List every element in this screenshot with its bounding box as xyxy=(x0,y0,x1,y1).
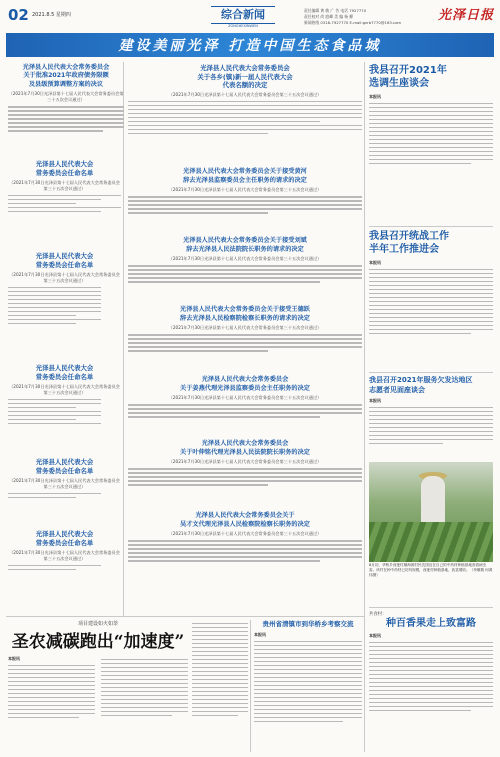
list-subtitle: （2021年7月30日光泽县第十七届人民代表大会常务委员会第三十五次会议通过） xyxy=(9,272,120,283)
article-title: 光泽县人民代表大会常务委员会 关于叶伸铭代理光泽县人民法院院长职务的决定 xyxy=(180,440,310,456)
bottom-center-body xyxy=(192,620,248,719)
article-subtitle: （2021年7月30日光泽县第十七届人民代表大会常务委员会第三十五次会议通过） xyxy=(168,459,322,465)
article-title: 我县召开统战工作 半年工作推进会 xyxy=(369,231,449,255)
list-body xyxy=(8,287,121,324)
right-article-2 xyxy=(369,230,493,337)
article-byline: 本报讯 xyxy=(254,632,266,637)
list-subtitle: （2021年7月30日光泽县第十七届人民代表大会常务委员会第三十五次会议通过） xyxy=(9,384,120,395)
budget-resolution-article xyxy=(8,64,124,134)
article-subtitle: （2021年7月30日光泽县第十七届人民代表大会常务委员会第三十五次会议通过） xyxy=(168,395,322,401)
list-title: 光泽县人民代表大会 常务委员会任命名单 xyxy=(35,364,94,381)
list-subtitle: （2021年7月30日光泽县第十七届人民代表大会常务委员会第三十五次会议通过） xyxy=(9,180,120,191)
township-delegates-article xyxy=(128,64,362,137)
decision-article-1 xyxy=(128,168,362,216)
article-byline: 本报讯 xyxy=(8,656,20,661)
article-byline: 本报讯 xyxy=(369,633,381,638)
article-byline: 本报讯 xyxy=(369,398,381,403)
article-body xyxy=(128,265,362,282)
list-subtitle: （2021年7月30日光泽县第十七届人民代表大会常务委员会第三十五次会议通过） xyxy=(9,478,120,489)
list-body xyxy=(8,399,121,424)
appointment-list-2 xyxy=(8,252,121,327)
photo-caption xyxy=(369,563,493,578)
article-title: 光泽县人民代表大会常务委员会关于接受黄河 辞去光泽县监察委员会主任职务的请求的决定 xyxy=(183,168,307,184)
article-subtitle: （2021年7月30日光泽县第十七届人民代表大会常务委员会第三十五次会议通过） xyxy=(168,91,322,97)
decision-article-2 xyxy=(128,237,362,285)
slogan-text: 建设美丽光泽 打造中国生态食品城 xyxy=(118,38,382,54)
appointment-list-4 xyxy=(8,458,121,501)
article-body xyxy=(128,196,362,213)
article-body xyxy=(128,334,362,351)
article-kicker: 项目建设如火如荼 xyxy=(77,621,118,627)
issue-date: 2021.8.5 星期四 xyxy=(32,12,71,18)
qingzhen-visit-article xyxy=(254,620,362,725)
masthead xyxy=(6,4,494,30)
article-subtitle: （2021年7月30日光泽县第十七届人民代表大会常务委员会第三十五次会议通过） xyxy=(168,256,322,262)
article-headline: 圣农减碳跑出“加速度” xyxy=(11,632,185,652)
article-title: 光泽县人民代表大会常务委员会 关于姜燕代理光泽县监察委员会主任职务的决定 xyxy=(180,376,310,392)
article-label: 共食村： xyxy=(369,612,387,617)
article-subtitle: （2021年7月30日光泽县第十七届人民代表大会常务委员会第三十五次会议通过） xyxy=(168,325,322,331)
caption-text: 8月初，华桥乡西莲村顺海源村民沈国良在自己的中药材种植基地查看病虫害。该村在种中药材已初具规模，西莲村种植基地，致富增收。 xyxy=(369,563,487,572)
list-body xyxy=(8,493,121,498)
appointment-list-3 xyxy=(8,364,121,427)
decision-article-3 xyxy=(128,306,362,354)
right-article-4 xyxy=(369,611,493,714)
list-body xyxy=(8,565,121,570)
slogan-banner xyxy=(6,33,494,57)
article-body xyxy=(128,468,362,485)
right-divider xyxy=(369,607,493,608)
article-title: 光泽县人民代表大会常务委员会 关于各乡(镇)新一届人民代表大会 代表名额的决定 xyxy=(197,64,293,90)
sunner-carbon-article xyxy=(8,620,188,721)
article-body xyxy=(8,665,95,718)
article-title: 贵州省清镇市到华桥乡考察交流 xyxy=(262,620,354,628)
section-pinyin: ZONGHEXINWEN xyxy=(228,24,258,28)
right-divider xyxy=(369,372,493,373)
article-body xyxy=(192,623,248,716)
decision-article-5 xyxy=(128,440,362,488)
article-body xyxy=(128,404,362,417)
right-article-3 xyxy=(369,376,493,447)
column-divider xyxy=(364,62,365,752)
article-title: 光泽县人民代表大会常务委员会关于 吴才文代理光泽县人民检察院检察长职务的决定 xyxy=(180,512,310,528)
article-title: 光泽县人民代表大会常务委员会 关于批准2021年政府债务限额 及县级预算调整方案的决议 xyxy=(22,64,110,88)
section-divider xyxy=(6,616,364,617)
article-subtitle: （2021年7月30日光泽县第十七届人民代表大会常务委员会第三十五次会议通过） xyxy=(168,187,322,193)
list-subtitle: （2021年7月30日光泽县第十七届人民代表大会常务委员会第三十五次会议通过） xyxy=(9,550,120,561)
decision-article-4 xyxy=(128,376,362,420)
column-divider xyxy=(123,62,124,617)
article-body xyxy=(128,540,362,561)
article-body xyxy=(101,659,188,716)
article-body xyxy=(254,641,362,722)
article-body xyxy=(369,269,493,334)
editor-info: 责任编辑 黄 敏 广 告 电话 7927770 责任校对 尚 庭峰 美 编 杨 柳 新闻热线 0318-7927770 E-mail:gzrb7770@163.com xyxy=(304,8,402,25)
decision-article-6 xyxy=(128,512,362,564)
article-body xyxy=(369,642,493,711)
article-subtitle: （2021年7月30日光泽县第十七届人民代表大会常务委员会第三十五次会议通过） xyxy=(168,531,322,537)
article-title: 我县召开2021年 选调生座谈会 xyxy=(369,65,447,89)
newspaper-logo: 光泽日报 xyxy=(437,8,494,23)
article-byline: 本报讯 xyxy=(369,260,381,265)
list-body xyxy=(8,195,121,212)
article-byline: 本报讯 xyxy=(369,94,381,99)
article-body xyxy=(128,101,362,134)
list-title: 光泽县人民代表大会 常务委员会任命名单 xyxy=(35,160,94,177)
article-title: 光泽县人民代表大会常务委员会关于接受刘斌 辞去光泽县人民法院院长职务的请求的决定 xyxy=(183,237,307,253)
column-divider xyxy=(250,620,251,752)
farmer-photo xyxy=(369,462,493,562)
list-title: 光泽县人民代表大会 常务委员会任命名单 xyxy=(35,458,94,475)
appointment-list-1 xyxy=(8,160,121,215)
article-body xyxy=(369,103,493,164)
article-body xyxy=(369,407,493,444)
article-subtitle: （2021年7月30日光泽县第十七届人民代表大会常务委员会第三十五次会议通过） xyxy=(8,91,124,103)
section-title: 综合新闻 xyxy=(211,6,275,24)
list-title: 光泽县人民代表大会 常务委员会任命名单 xyxy=(35,530,94,547)
right-divider xyxy=(369,226,493,227)
photo-credit: （李顺精 何鸿伟摄） xyxy=(369,568,493,577)
appointment-list-5 xyxy=(8,530,121,573)
crop-field-shape xyxy=(369,522,493,562)
list-title: 光泽县人民代表大会 常务委员会任命名单 xyxy=(35,252,94,269)
article-body xyxy=(8,106,124,131)
article-title: 光泽县人民代表大会常务委员会关于接受王德跃 辞去光泽县人民检察院检察长职务的请求的决定 xyxy=(180,306,310,322)
article-title: 种百香果走上致富路 xyxy=(386,618,476,629)
page-number: 02 xyxy=(8,6,29,24)
article-title: 我县召开2021年服务欠发达地区 志愿者见面座谈会 xyxy=(369,376,473,394)
right-article-1 xyxy=(369,64,493,167)
